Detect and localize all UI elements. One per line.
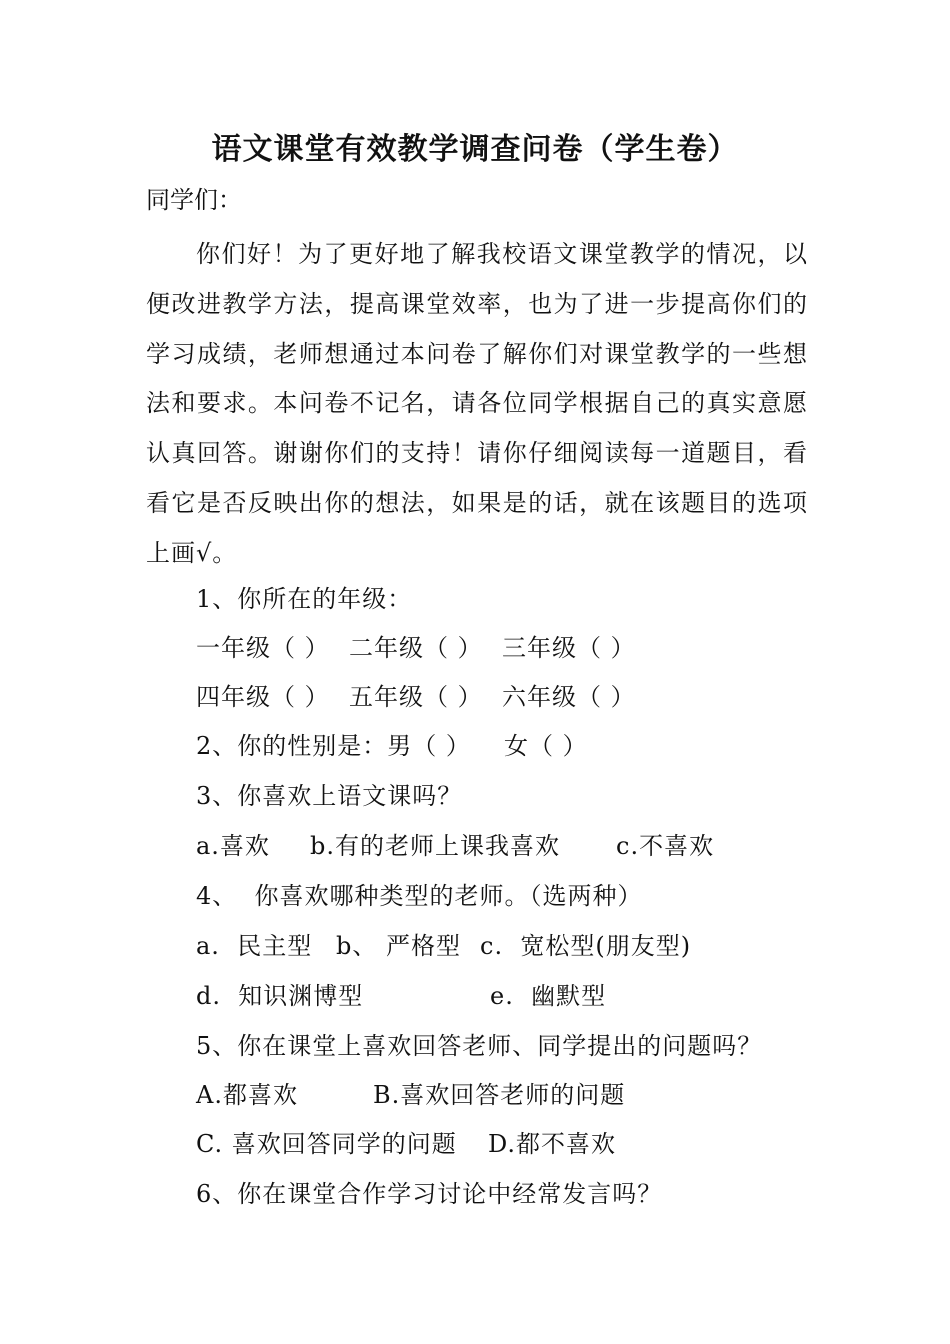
intro-paragraph: 你们好！为了更好地了解我校语文课堂教学的情况，以便改进教学方法，提高课堂效率，也为了进一步提高你们的学习成绩，老师想通过本问卷了解你们对课堂教学的一些想法和要求。本问卷不记名，请各位同学根据自己的真实意愿认真回答。谢谢你们的支持！请你仔细阅读每一道题目，看看它是否反映出你的想法，如果是的话，就在该题目的选项上画√。 <box>146 240 808 567</box>
q4-option-b: b、 严格型 <box>336 932 461 960</box>
q1-option-grade-4: 四年级（ ） <box>196 683 330 711</box>
q2-option-female: 女（ ） <box>504 732 588 760</box>
question-2: 2、你的性别是：男（ ） <box>196 732 471 760</box>
q1-option-grade-3: 三年级（ ） <box>502 634 636 662</box>
q1-option-grade-5: 五年级（ ） <box>349 683 483 711</box>
question-1: 1、你所在的年级： <box>196 585 413 613</box>
salutation: 同学们： <box>146 186 242 214</box>
q3-option-b: b.有的老师上课我喜欢 <box>310 832 560 860</box>
q1-option-grade-1: 一年级（ ） <box>196 634 330 662</box>
question-5: 5、你在课堂上喜欢回答老师、同学提出的问题吗？ <box>196 1032 763 1060</box>
q4-option-d: d. 知识渊博型 <box>196 982 364 1010</box>
q3-option-c: c.不喜欢 <box>616 832 715 860</box>
q3-option-a: a.喜欢 <box>196 832 270 860</box>
q5-option-d: D.都不喜欢 <box>488 1130 617 1158</box>
q1-option-grade-2: 二年级（ ） <box>349 634 483 662</box>
q5-option-a: A.都喜欢 <box>196 1081 298 1109</box>
q5-option-c: C. 喜欢回答同学的问题 <box>196 1130 457 1158</box>
q4-option-e: e. 幽默型 <box>490 982 607 1010</box>
q4-option-c: c. 宽松型(朋友型) <box>480 932 692 960</box>
question-4: 4、 你喜欢哪种类型的老师。（选两种） <box>196 882 643 910</box>
question-3: 3、你喜欢上语文课吗？ <box>196 782 463 810</box>
document-title: 语文课堂有效教学调查问卷（学生卷） <box>211 132 739 167</box>
question-6: 6、你在课堂合作学习讨论中经常发言吗？ <box>196 1180 663 1208</box>
q4-option-a: a. 民主型 <box>196 932 313 960</box>
q1-option-grade-6: 六年级（ ） <box>502 683 636 711</box>
q5-option-b: B.喜欢回答老师的问题 <box>373 1081 626 1109</box>
